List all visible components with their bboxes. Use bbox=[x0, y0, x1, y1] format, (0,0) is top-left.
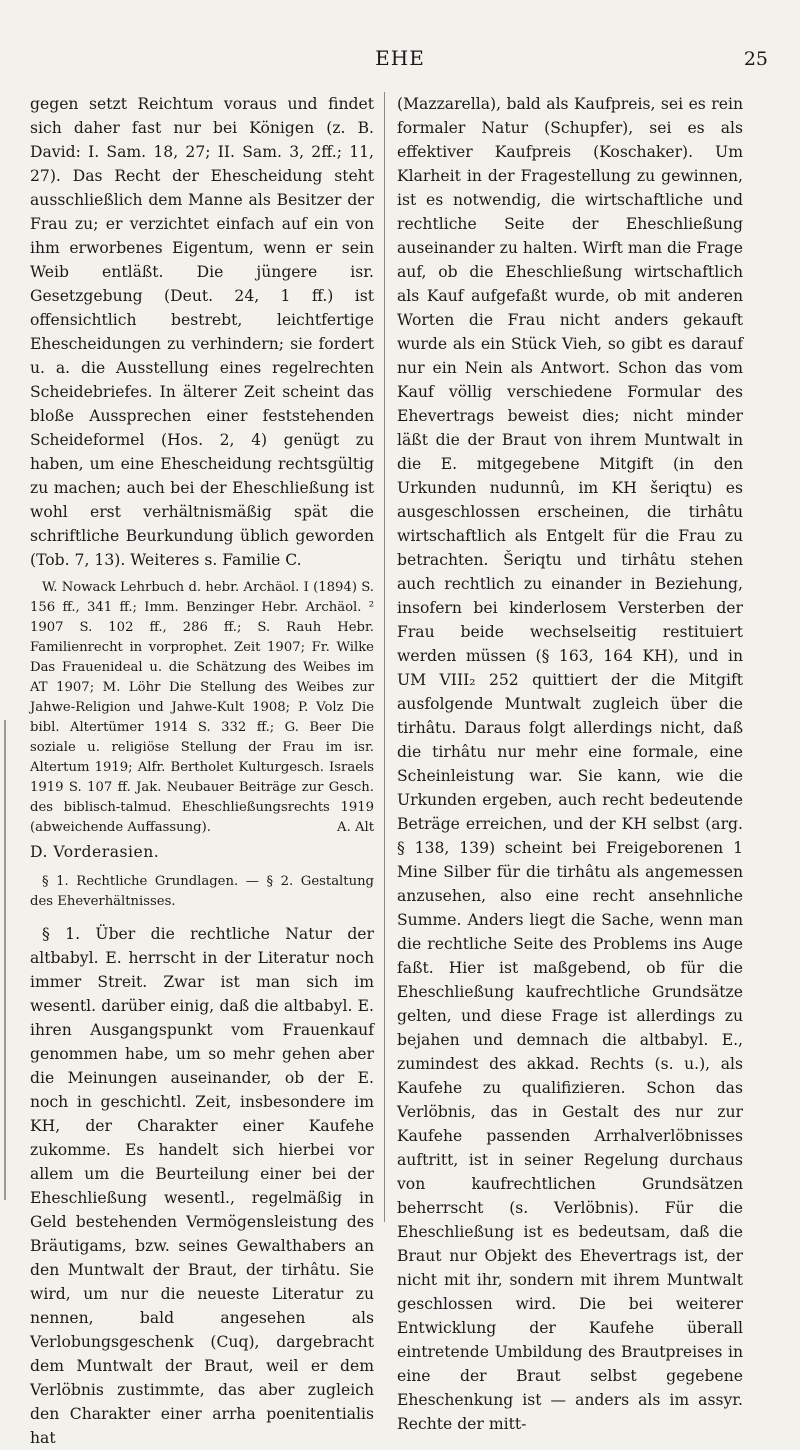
column-divider bbox=[384, 92, 385, 1222]
right-column bbox=[397, 92, 743, 1436]
left-paragraph-1: gegen setzt Reichtum voraus und findet sich daher fast nur bei Königen (z. B. David: I. Sam. 18, 27; II. Sam. 3, 2ff.; 11, 27). Das Recht der Ehescheidung steht ausschließlich dem Manne als Besitzer der Frau zu; er verzichtet einfach auf ein von ihm erworbenes Eigentum, wenn er sein Weib entläßt. Die jüngere isr. Gesetzgebung (Deut. 24, 1 ff.) ist offensichtlich bestrebt, leichtfertige Ehescheidungen zu verhindern; sie fordert u. a. die Ausstellung eines regelrechten Scheidebriefes. In älterer Zeit scheint das bloße Aussprechen einer feststehenden Scheideformel (Hos. 2, 4) genügt zu haben, um eine Ehescheidung rechtsgültig zu machen; auch bei der Eheschließung ist wohl erst verhältnismäßig spät die schriftliche Beurkundung üblich geworden (Tob. 7, 13). Weiteres s. Familie C. bbox=[30, 95, 374, 569]
section-heading: D. Vorderasien. bbox=[30, 843, 160, 861]
section-summary: § 1. Rechtliche Grundlagen. — § 2. Gestaltung des Eheverhältnisses. bbox=[30, 874, 374, 909]
margin-scan-mark bbox=[4, 720, 6, 1200]
right-paragraph-1: (Mazzarella), bald als Kaufpreis, sei es rein formaler Natur (Schupfer), sei es als effektiver Kaufpreis (Koschaker). Um Klarheit in der Fragestellung zu gewinnen, ist es notwendig, die wirtschaftliche und rechtliche Seite der Eheschließung auseinander zu halten. Wirft man die Frage auf, ob die Eheschließung wirtschaftlich als Kauf aufgefaßt wurde, ob mit anderen Worten die Frau nicht anders gekauft wurde als ein Stück Vieh, so gibt es darauf nur ein Nein als Antwort. Schon das vom Kauf völlig verschiedene Formular des Ehevertrags beweist dies; nicht minder läßt die der Braut von ihrem Muntwalt in die E. mitgegebene Mitgift (in den Urkunden nudunnû, im KH šeriqtu) es ausgeschlossen erscheinen, die tirhâtu wirtschaftlich als Entgelt für die Frau zu betrachten. Šeriqtu und tirhâtu stehen auch rechtlich zu einander in Beziehung, insofern bei kinderlosem Versterben der Frau beide wechselseitig restituiert werden müssen (§ 163, 164 KH), und in UM VIII₂ 252 quittiert der die Mitgift ausfolgende Muntwalt zugleich über die tirhâtu. Daraus folgt allerdings nicht, daß die tirhâtu nur mehr eine formale, eine Scheinleistung war. Sie kann, wie die Urkunden ergeben, auch recht bedeutende Beträge erreichen, und der KH selbst (arg. § 138, 139) scheint bei Freigeborenen 1 Mine Silber für die tirhâtu als angemessen anzusehen, also eine recht ansehnliche Summe. Anders liegt die Sache, wenn man die rechtliche Seite des Problems ins Auge faßt. Hier ist maßgebend, ob für die Eheschließung kaufrechtliche Grundsätze gelten, und diese Frage ist allerdings zu bejahen und demnach die altbabyl. E., zumindest des akkad. Rechts (s. u.), als Kaufehe zu qualifizieren. Schon das Verlöbnis, das in Gestalt des nur zur Kaufehe passenden Arrhalverlöbnisses auftritt, ist in seiner Regelung durchaus von kaufrechtlichen Grundsätzen beherrscht (s. Verlöbnis). Für die Eheschließung ist es bedeutsam, daß die Braut nur Objekt des Ehevertrags ist, der nicht mit ihr, sondern mit ihrem Muntwalt geschlossen wird. Die bei weiterer Entwicklung der Kaufehe überall eintretende Umbildung des Brautpreises in eine der Braut selbst gegebene Eheschenkung ist — anders als im assyr. Rechte der mitt- bbox=[397, 95, 743, 1433]
author-signature: A. Alt bbox=[337, 820, 374, 835]
bibliography: W. Nowack Lehrbuch d. hebr. Archäol. I (1894) S. 156 ff., 341 ff.; Imm. Benzinger Hebr. Archäol. ² 1907 S. 102 ff., 286 ff.; S. Rauh Hebr. Familienrecht in vorprophet. Zeit 1907; Fr. Wilke Das Frauenideal u. die Schätzung des Weibes im AT 1907; M. Löhr Die Stellung des Weibes zur Jahwe-Religion und Jahwe-Kult 1908; P. Volz Die bibl. Altertümer 1914 S. 332 ff.; G. Beer Die soziale u. religiöse Stellung der Frau im isr. Altertum 1919; Alfr. Bertholet Kulturgesch. Israels 1919 S. 107 ff. Jak. Neubauer Beiträge zur Gesch. des biblisch-talmud. Eheschließungsrechts 1919 (abweichende Auffassung). bbox=[30, 580, 374, 835]
left-column bbox=[30, 92, 374, 1450]
running-head bbox=[0, 46, 800, 76]
page-header-title: EHE bbox=[375, 46, 425, 70]
left-paragraph-2: § 1. Über die rechtliche Natur der altbabyl. E. herrscht in der Literatur noch immer Streit. Zwar ist man sich im wesentl. darüber einig, daß die altbabyl. E. ihren Ausgangspunkt vom Frauenkauf genommen habe, um so mehr gehen aber die Meinungen auseinander, ob der E. noch in geschichtl. Zeit, insbesondere im KH, der Charakter einer Kaufehe zukomme. Es handelt sich hierbei vor allem um die Beurteilung einer bei der Eheschließung wesentl., regelmäßig in Geld bestehenden Vermögensleistung des Bräutigams, bzw. seines Gewalthabers an den Muntwalt der Braut, der tirhâtu. Sie wird, um nur die neueste Literatur zu nennen, bald angesehen als Verlobungsgeschenk (Cuq), dargebracht dem Muntwalt der Braut, weil er dem Verlöbnis zustimmte, das aber zugleich den Charakter einer arrha poenitentialis hat bbox=[30, 925, 374, 1447]
page-number: 25 bbox=[743, 48, 768, 70]
